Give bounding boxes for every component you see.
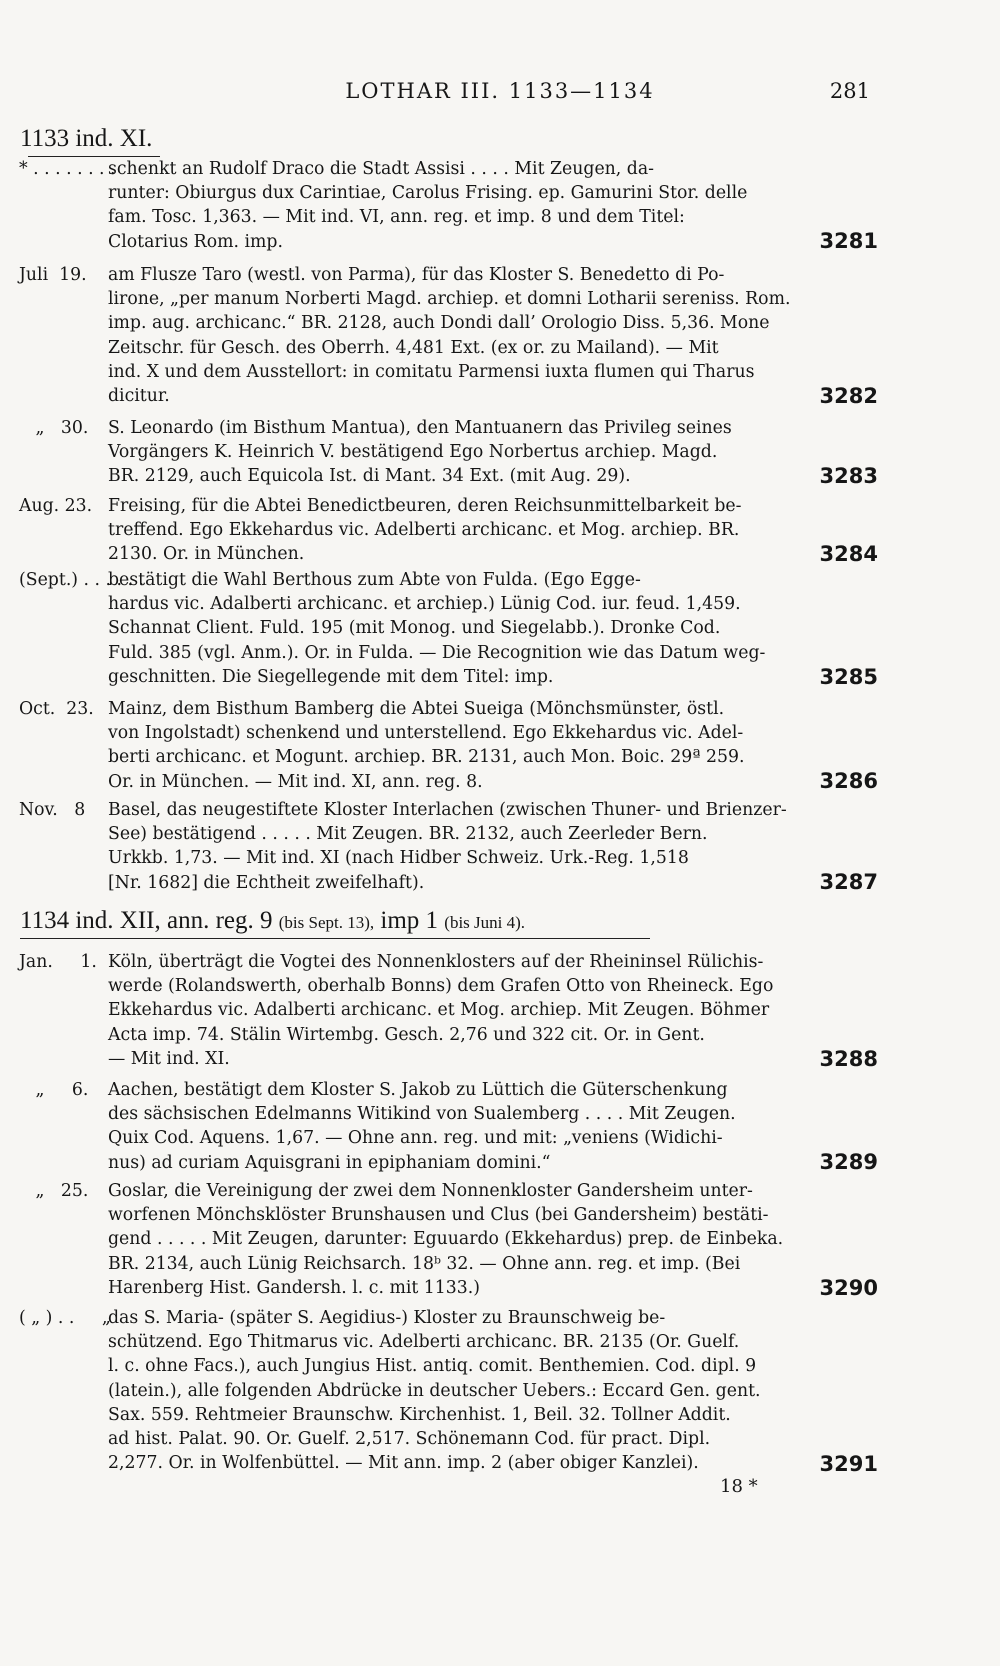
regest-number: 3288 [819,1047,878,1071]
year-heading-1134: 1134 ind. XII, ann. reg. 9 (bis Sept. 13), imp 1 (bis Juni 4). [20,907,526,934]
regest-number: 3291 [819,1452,878,1476]
regest-number: 3290 [819,1276,878,1300]
entry-date: ( „ ) . . „ [19,1308,111,1328]
entry-date: (Sept.) . . . . . . [19,570,144,590]
entry-date: Oct. 23. [19,699,94,719]
regest-number: 3281 [819,229,878,253]
entry-date: Nov. 8 [19,800,86,820]
entry-text: Mainz, dem Bisthum Bamberg die Abtei Sueiga (Mönchsmünster, östl. von Ingolstadt) schenkend und unterstellend. Ego Ekkehardus vic. Adel- berti archicanc. et Mogunt. archiep. BR. 2131, auch Mon. Boic. 29ª 259. Or. in München. — Mit ind. XI, ann. reg. 8. [108,699,745,792]
page-number: 281 [829,79,870,103]
entry-text: das S. Maria- (später S. Aegidius-) Kloster zu Braunschweig be- schützend. Ego Thitmarus vic. Adelberti archicanc. BR. 2135 (Or. Guelf. l. c. ohne Facs.), auch Jungius Hist. antiq. comit. Benthemien. Cod. dipl. 9 (latein.), alle folgenden Abdrücke in deutscher Uebers.: Eccard Gen. gent. Sax. 559. Rehtmeier Braunschw. Kirchenhist. 1, Beil. 32. Tollner Addit. ad hist. Palat. 90. Or. Guelf. 2,517. Schönemann Cod. für pract. Dipl. 2,277. Or. in Wolfenbüttel. — Mit ann. imp. 2 (aber obiger Kanzlei). [108,1308,761,1474]
entry-text: Goslar, die Vereinigung der zwei dem Nonnenkloster Gandersheim unter- worfenen Mönchsklöster Brunshausen und Clus (bei Gandersheim) bestäti- gend . . . . . Mit Zeugen, darunter: Eguuardo (Ekkehardus) prep. de Einbeka. BR. 2134, auch Lünig Reichsarch. 18ᵇ 32. — Ohne ann. reg. et imp. (Bei Harenberg Hist. Gandersh. l. c. mit 1133.) [108,1181,784,1298]
regest-number: 3284 [819,542,878,566]
entry-date: „ 30. [19,418,89,438]
entry-text: Köln, überträgt die Vogtei des Nonnenklosters auf der Rheininsel Rülichis- werde (Rolandswerth, oberhalb Bonns) dem Grafen Otto von Rheineck. Ego Ekkehardus vic. Adalberti archicanc. et Mog. archiep. Mit Zeugen. Böhmer Acta imp. 74. Stälin Wirtembg. Gesch. 2,76 und 322 cit. Or. in Gent. — Mit ind. XI. [108,952,774,1069]
entry-text: am Flusze Taro (westl. von Parma), für das Kloster S. Benedetto di Po- lirone, „per manum Norberti Magd. archiep. et domni Lotharii sereniss. Rom. imp. aug. archicanc.“ BR. 2128, auch Dondi dall’ Orologio Diss. 5,36. Mone Zeitschr. für Gesch. des Oberrh. 4,481 Ext. (ex or. zu Mailand). — Mit ind. X und dem Ausstellort: in comitatu Parmensi iuxta flumen qui Tharus dicitur. [108,265,791,407]
entry-date: „ 25. [19,1181,89,1201]
entry-date: * . . . . . . . . [19,159,116,179]
regest-number: 3286 [819,769,878,793]
regest-number: 3282 [819,384,878,408]
entry-text: S. Leonardo (im Bisthum Mantua), den Mantuanern das Privileg seines Vorgängers K. Heinrich V. bestätigend Ego Norbertus archiep. Magd. BR. 2129, auch Equicola Ist. di Mant. 34 Ext. (mit Aug. 29). [108,418,732,487]
entry-date: „ 6. [19,1080,89,1100]
regest-number: 3289 [819,1150,878,1174]
regest-number: 3287 [819,870,878,894]
running-head: LOTHAR III. 1133—1134 [345,79,655,103]
entry-text: Freising, für die Abtei Benedictbeuren, deren Reichsunmittelbarkeit be- treffend. Ego Ekkehardus vic. Adelberti archicanc. et Mog. archiep. BR. 2130. Or. in München. [108,496,742,565]
entry-date: Aug. 23. [19,496,93,516]
entry-text: Aachen, bestätigt dem Kloster S. Jakob zu Lüttich die Güterschenkung des sächsischen Edelmanns Witikind von Sualemberg . . . . Mit Zeugen. Quix Cod. Aquens. 1,67. — Ohne ann. reg. und mit: „veniens (Widichi- nus) ad curiam Aquisgrani in epiphaniam domini.“ [108,1080,736,1173]
entry-text: bestätigt die Wahl Berthous zum Abte von Fulda. (Ego Egge- hardus vic. Adalberti archicanc. et archiep.) Lünig Cod. iur. feud. 1,459. Schannat Client. Fuld. 195 (mit Monog. und Siegelabb.). Dronke Cod. Fuld. 385 (vgl. Anm.). Or. in Fulda. — Die Recognition wie das Datum weg- geschnitten. Die Siegellegende mit dem Titel: imp. [108,570,766,687]
heading-rule [20,938,650,939]
year-heading-1133: 1133 ind. XI. [20,125,153,152]
regest-number: 3285 [819,665,878,689]
signature-mark: 18 * [720,1476,758,1497]
entry-date: Juli 19. [19,265,87,285]
regest-number: 3283 [819,464,878,488]
entry-date: Jan. 1. [19,952,97,972]
entry-text: schenkt an Rudolf Draco die Stadt Assisi . . . . Mit Zeugen, da- runter: Obiurgus dux Carintiae, Carolus Frising. ep. Gamurini Stor. delle fam. Tosc. 1,363. — Mit ind. VI, ann. reg. et imp. 8 und dem Titel: Clotarius Rom. imp. [108,159,748,252]
entry-text: Basel, das neugestiftete Kloster Interlachen (zwischen Thuner- und Brienzer- See) bestätigend . . . . . Mit Zeugen. BR. 2132, auch Zeerleder Bern. Urkkb. 1,73. — Mit ind. XI (nach Hidber Schweiz. Urk.-Reg. 1,518 [Nr. 1682] die Echtheit zweifelhaft). [108,800,787,893]
